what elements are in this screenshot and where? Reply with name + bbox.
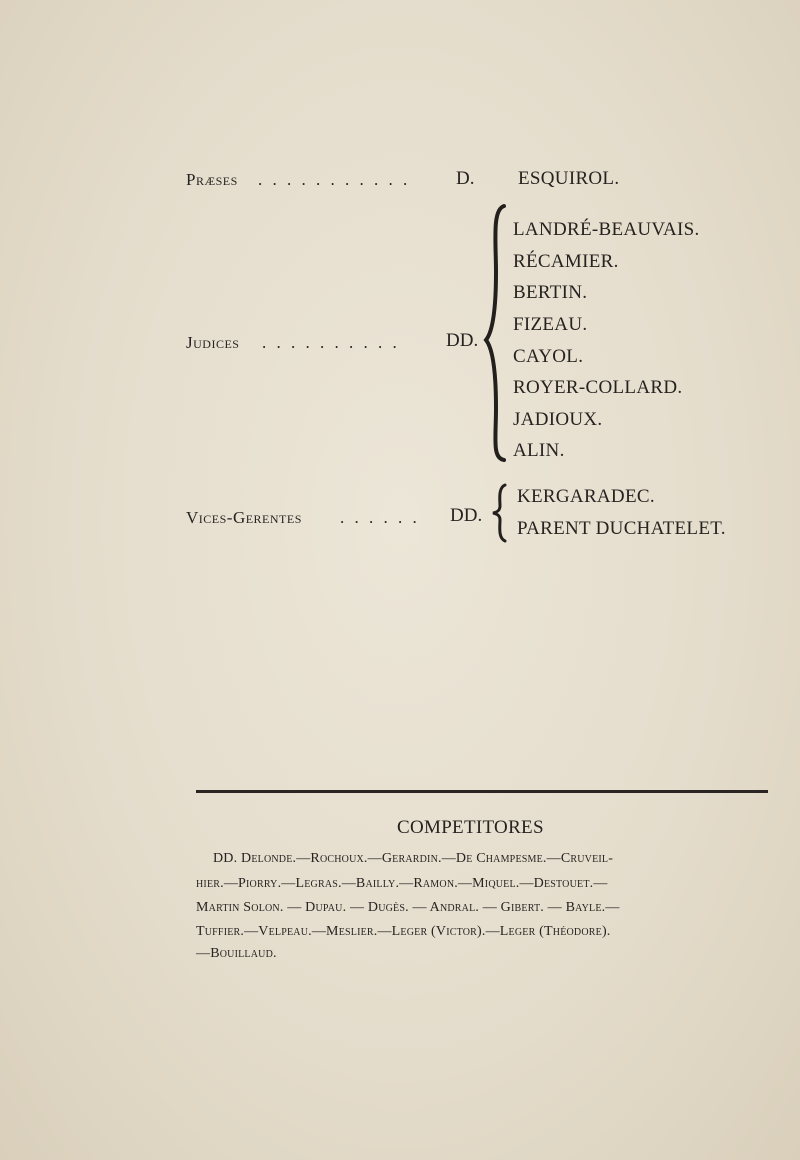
praeses-dots: . . . . . . . . . . . (258, 170, 411, 189)
judex-name: CAYOL. (513, 346, 584, 367)
judex-name: FIZEAU. (513, 314, 588, 335)
judices-brace (482, 202, 512, 464)
competitores-line: —Bouillaud. (196, 946, 277, 961)
judex-name: BERTIN. (513, 282, 588, 303)
competitores-line: DD. Delonde.—Rochoux.—Gerardin.—De Champesme.—Cruveil- (213, 851, 614, 866)
vice-gerens-name: KERGARADEC. (517, 486, 655, 507)
judex-name: JADIOUX. (513, 409, 603, 430)
judices-title: DD. (446, 330, 479, 351)
judices-label: Judices (186, 333, 240, 352)
praeses-label: Præses (186, 170, 238, 189)
vices-gerentes-title: DD. (450, 505, 483, 526)
divider-rule (196, 790, 768, 793)
vice-gerens-name: PARENT DUCHATELET. (517, 518, 726, 539)
competitores-line: Martin Solon. — Dupau. — Dugès. — Andral. — Gibert. — Bayle.— (196, 900, 620, 915)
judex-name: RÉCAMIER. (513, 251, 619, 272)
vices-gerentes-brace (490, 482, 510, 544)
judex-name: LANDRÉ-BEAUVAIS. (513, 219, 700, 240)
praeses-title: D. (456, 168, 475, 189)
competitores-line: hier.—Piorry.—Legras.—Bailly.—Ramon.—Miquel.—Destouet.— (196, 876, 608, 891)
competitores-heading: COMPETITORES (397, 817, 544, 838)
competitores-line: Tuffier.—Velpeau.—Meslier.—Leger (Victor).—Leger (Théodore). (196, 924, 611, 939)
judex-name: ROYER-COLLARD. (513, 377, 683, 398)
judex-name: ALIN. (513, 440, 565, 461)
vices-gerentes-dots: . . . . . . (340, 508, 420, 527)
judices-dots: . . . . . . . . . . (262, 333, 400, 352)
vices-gerentes-label: Vices-Gerentes (186, 508, 302, 527)
praeses-name: ESQUIROL. (518, 168, 620, 189)
